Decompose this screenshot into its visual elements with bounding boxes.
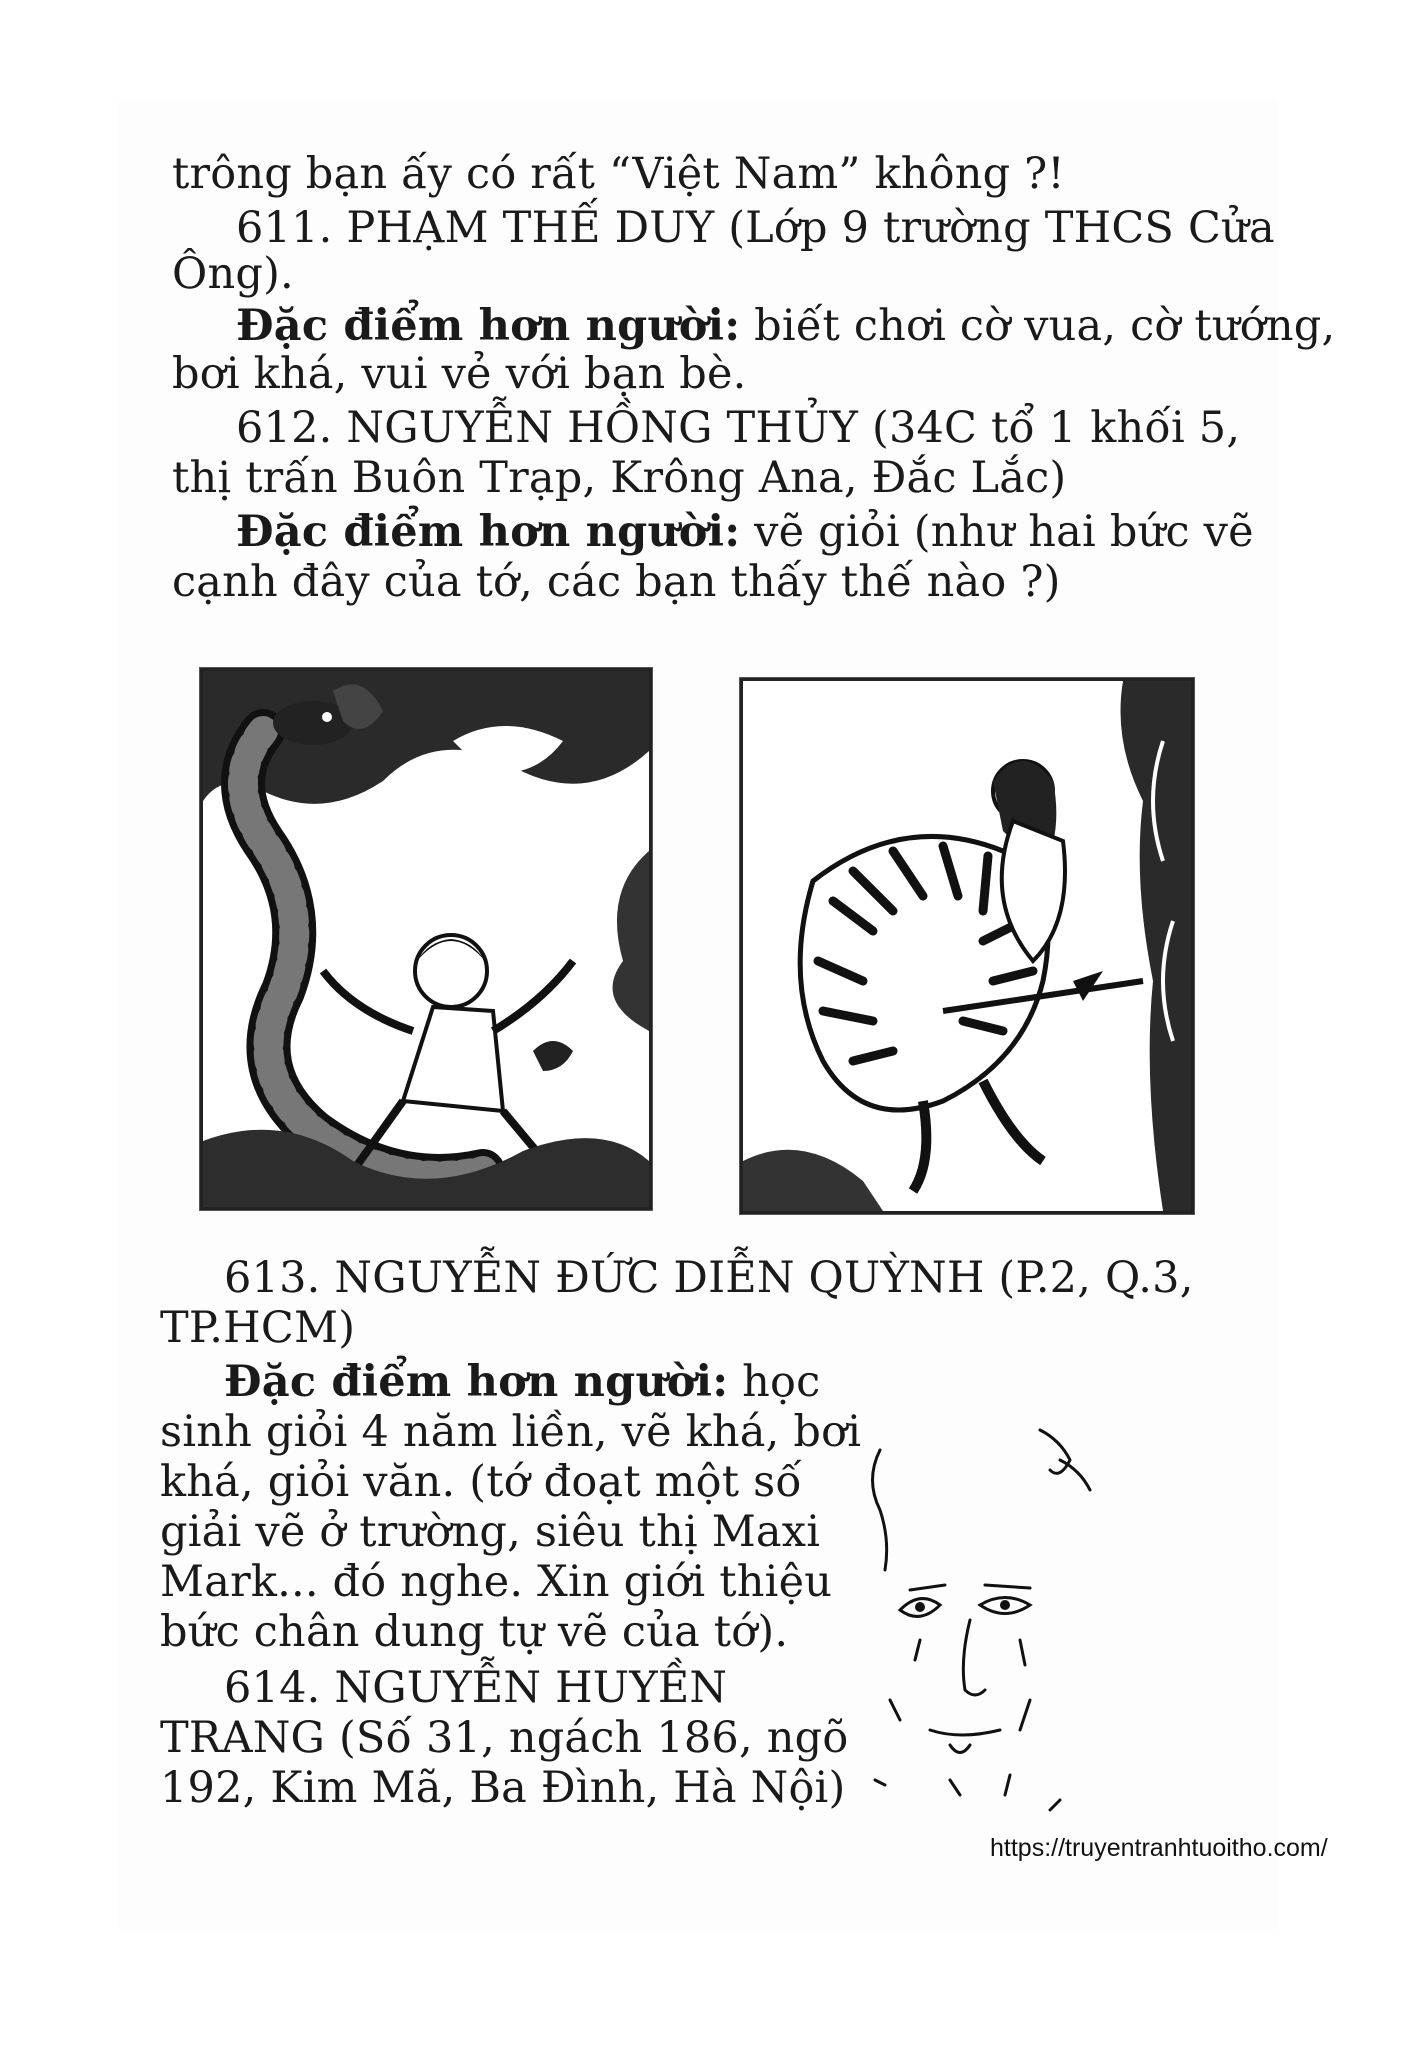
entry-611-description: [236, 302, 1335, 350]
entry-613-label: Đặc điểm hơn người:: [224, 1357, 729, 1407]
entry-612-description: [236, 508, 1254, 556]
entry-612-text-1: vẽ giỏi (như hai bức vẽ: [740, 507, 1254, 557]
entry-613-text-6: bức chân dung tự vẽ của tớ).: [160, 1607, 789, 1657]
entry-613-description: [224, 1358, 820, 1406]
entry-613-heading: 613. NGUYỄN ĐỨC DIỄN QUỲNH (P.2, Q.3,: [224, 1253, 1194, 1303]
entry-612-text-2: cạnh đây của tớ, các bạn thấy thế nào ?): [172, 557, 1061, 607]
entry-613-text-5: Mark... đó nghe. Xin giới thiệu: [160, 1557, 833, 1607]
drawing-tiger-and-girl: [740, 678, 1194, 1214]
entry-611-text-2: bơi khá, vui vẻ với bạn bè.: [172, 349, 747, 399]
source-url[interactable]: https://truyentranhtuoitho.com/: [990, 1834, 1328, 1862]
drawing-boy-and-snake: [200, 668, 652, 1210]
entry-611-heading-cont: Ông).: [172, 249, 294, 299]
entry-613-text-2: sinh giỏi 4 năm liền, vẽ khá, bơi: [160, 1407, 862, 1457]
entry-612-heading-cont: thị trấn Buôn Trạp, Krông Ana, Đắc Lắc): [172, 453, 1067, 503]
entry-613-text-3: khá, giỏi văn. (tớ đoạt một số: [160, 1457, 802, 1507]
entry-611-text-1: biết chơi cờ vua, cờ tướng,: [740, 301, 1336, 351]
entry-612-heading: 612. NGUYỄN HỒNG THỦY (34C tổ 1 khối 5,: [236, 403, 1241, 453]
entry-611-heading: 611. PHẠM THẾ DUY (Lớp 9 trường THCS Cửa: [236, 203, 1275, 253]
portrait-svg: [860, 1400, 1160, 1840]
tiger-drawing-svg: [743, 681, 1191, 1211]
entry-613-heading-cont: TP.HCM): [160, 1303, 356, 1353]
entry-611-label: Đặc điểm hơn người:: [236, 301, 741, 351]
entry-614-heading-cont-2: 192, Kim Mã, Ba Đình, Hà Nội): [160, 1763, 846, 1813]
entry-614-heading: 614. NGUYỄN HUYỀN: [224, 1663, 728, 1713]
text-line-1: trông bạn ấy có rất “Việt Nam” không ?!: [172, 149, 1065, 199]
self-portrait-sketch: [860, 1400, 1160, 1840]
entry-613-text-1: học: [728, 1357, 821, 1407]
snake-drawing-svg: [203, 671, 649, 1207]
entry-614-heading-cont-1: TRANG (Số 31, ngách 186, ngõ: [160, 1713, 849, 1763]
entry-613-text-4: giải vẽ ở trường, siêu thị Maxi: [160, 1507, 821, 1557]
entry-612-label: Đặc điểm hơn người:: [236, 507, 741, 557]
